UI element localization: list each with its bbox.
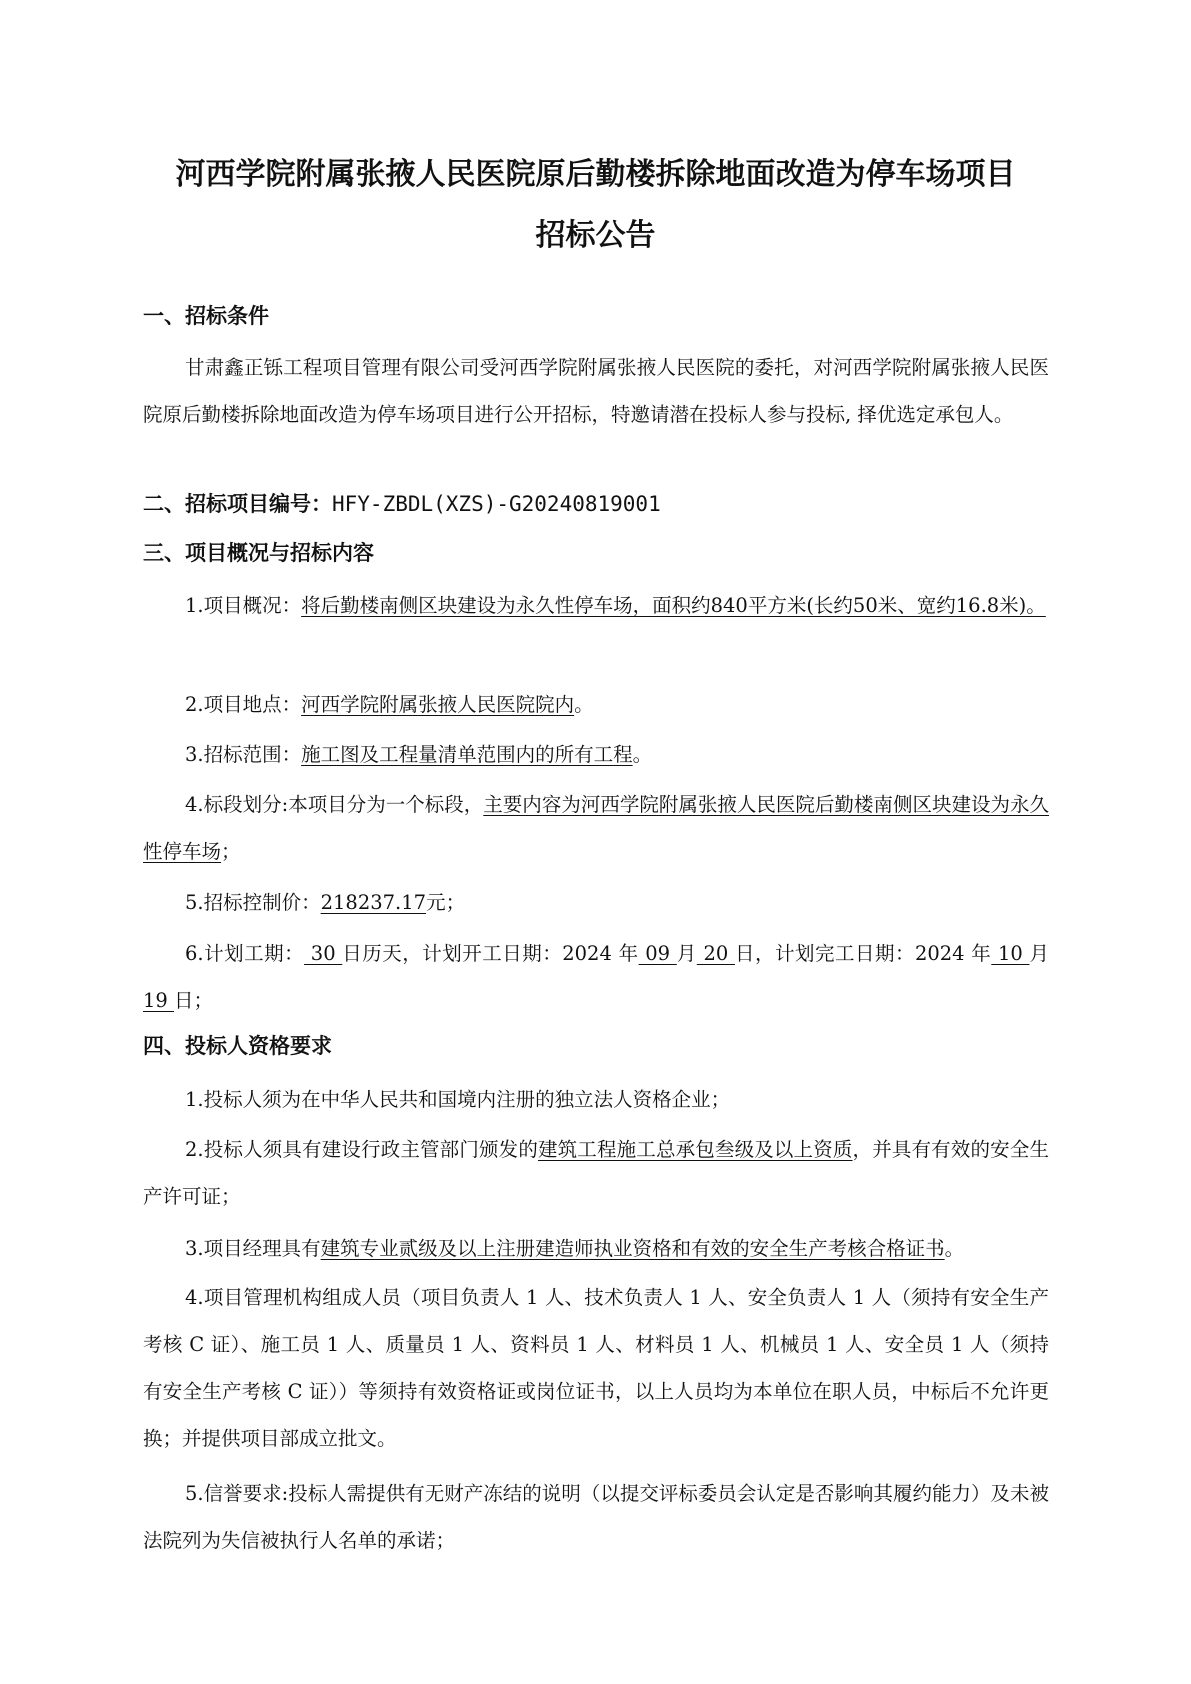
section-1-paragraph: 甘肃鑫正铄工程项目管理有限公司受河西学院附属张掖人民医院的委托，对河西学院附属张掖人民医院原后勤楼拆除地面改造为停车场项目进行公开招标，特邀请潜在投标人参与投标, 择优选定承包人。	[143, 356, 1049, 426]
month-char: 月	[1029, 942, 1049, 965]
end-month: 10	[991, 942, 1030, 965]
lot-division-value: 主要内容为河西学院附属张掖人民医院后勤楼南侧区块建设为永久性停车场	[143, 793, 1049, 863]
section-heading-4: 四、投标人资格要求	[143, 1034, 332, 1058]
end-day: 19	[143, 989, 175, 1012]
qualification-3-suffix: 。	[944, 1237, 965, 1260]
scope-label: 3.招标范围：	[185, 743, 302, 766]
start-month: 09	[638, 942, 677, 965]
qualification-item-5: 5.信誉要求:投标人需提供有无财产冻结的说明（以提交评标委员会认定是否影响其履约能力）及未被法院列为失信被执行人名单的承诺；	[143, 1482, 1049, 1552]
control-price-value: 218237.17	[320, 891, 427, 914]
qualification-2-prefix: 2.投标人须具有建设行政主管部门颁发的	[185, 1138, 538, 1161]
schedule-item	[143, 930, 1049, 1024]
lot-division-item	[143, 781, 1049, 875]
scope-suffix: 。	[632, 743, 653, 766]
qualification-item-2	[143, 1126, 1049, 1220]
section-2-label: 二、招标项目编号：	[143, 492, 332, 516]
location-value: 河西学院附属张掖人民医院院内	[301, 693, 575, 716]
document-title: 河西学院附属张掖人民医院原后勤楼拆除地面改造为停车场项目	[175, 157, 1016, 192]
schedule-end-suffix: 日；	[174, 989, 214, 1012]
location-item	[143, 681, 1049, 728]
month-char: 月	[676, 942, 697, 965]
control-price-item	[143, 879, 1049, 926]
lot-division-label: 4.标段划分:本项目分为一个标段，	[185, 793, 484, 816]
schedule-mid-text: 日，计划完工日期：2024 年	[734, 942, 992, 965]
qualification-2-requirement: 建筑工程施工总承包叁级及以上资质	[537, 1138, 853, 1161]
document-subtitle: 招标公告	[535, 218, 656, 253]
scope-item	[143, 731, 1049, 778]
control-price-suffix: 元；	[426, 891, 466, 914]
qualification-3-requirement: 建筑专业贰级及以上注册建造师执业资格和有效的安全生产考核合格证书	[320, 1237, 945, 1260]
location-suffix: 。	[574, 693, 594, 716]
qualification-3-prefix: 3.项目经理具有	[185, 1237, 321, 1260]
qualification-item-1: 1.投标人须为在中华人民共和国境内注册的独立法人资格企业；	[185, 1088, 731, 1111]
qualification-item-4: 4.项目管理机构组成人员（项目负责人 1 人、技术负责人 1 人、安全负责人 1 人（须持有安全生产考核 C 证）、施工员 1 人、质量员 1 人、资料员 1 人、材料员 1 人、机械员 1 人、安全员 1 人（须持有安全生产考核 C 证））等须持有效资格证或岗位证书，以上人员均为本单位在职人员，中标后不允许更换；并提供项目部成立批文。	[143, 1286, 1049, 1450]
duration-days: 30	[304, 942, 343, 965]
section-heading-3: 三、项目概况与招标内容	[143, 541, 374, 565]
overview-label: 1.项目概况：	[185, 594, 302, 617]
overview-item	[143, 582, 1049, 629]
scope-value: 施工图及工程量清单范围内的所有工程	[301, 743, 633, 766]
overview-value: 将后勤楼南侧区块建设为永久性停车场，面积约840平方米(长约50米、宽约16.8米)。	[301, 594, 1046, 617]
qualification-item-3	[143, 1225, 1049, 1272]
location-label: 2.项目地点：	[185, 693, 302, 716]
project-number: HFY-ZBDL(XZS)-G20240819001	[332, 492, 661, 516]
control-price-label: 5.招标控制价：	[185, 891, 321, 914]
qualification-2-suffix: ，并具有有效的安全生产许可证；	[143, 1138, 1049, 1208]
lot-division-suffix: ；	[221, 840, 241, 863]
start-day: 20	[696, 942, 735, 965]
section-heading-2	[143, 491, 661, 517]
schedule-text: 日历天，计划开工日期：2024 年	[342, 942, 639, 965]
schedule-label: 6.计划工期：	[185, 942, 305, 965]
section-heading-1: 一、招标条件	[143, 304, 269, 328]
